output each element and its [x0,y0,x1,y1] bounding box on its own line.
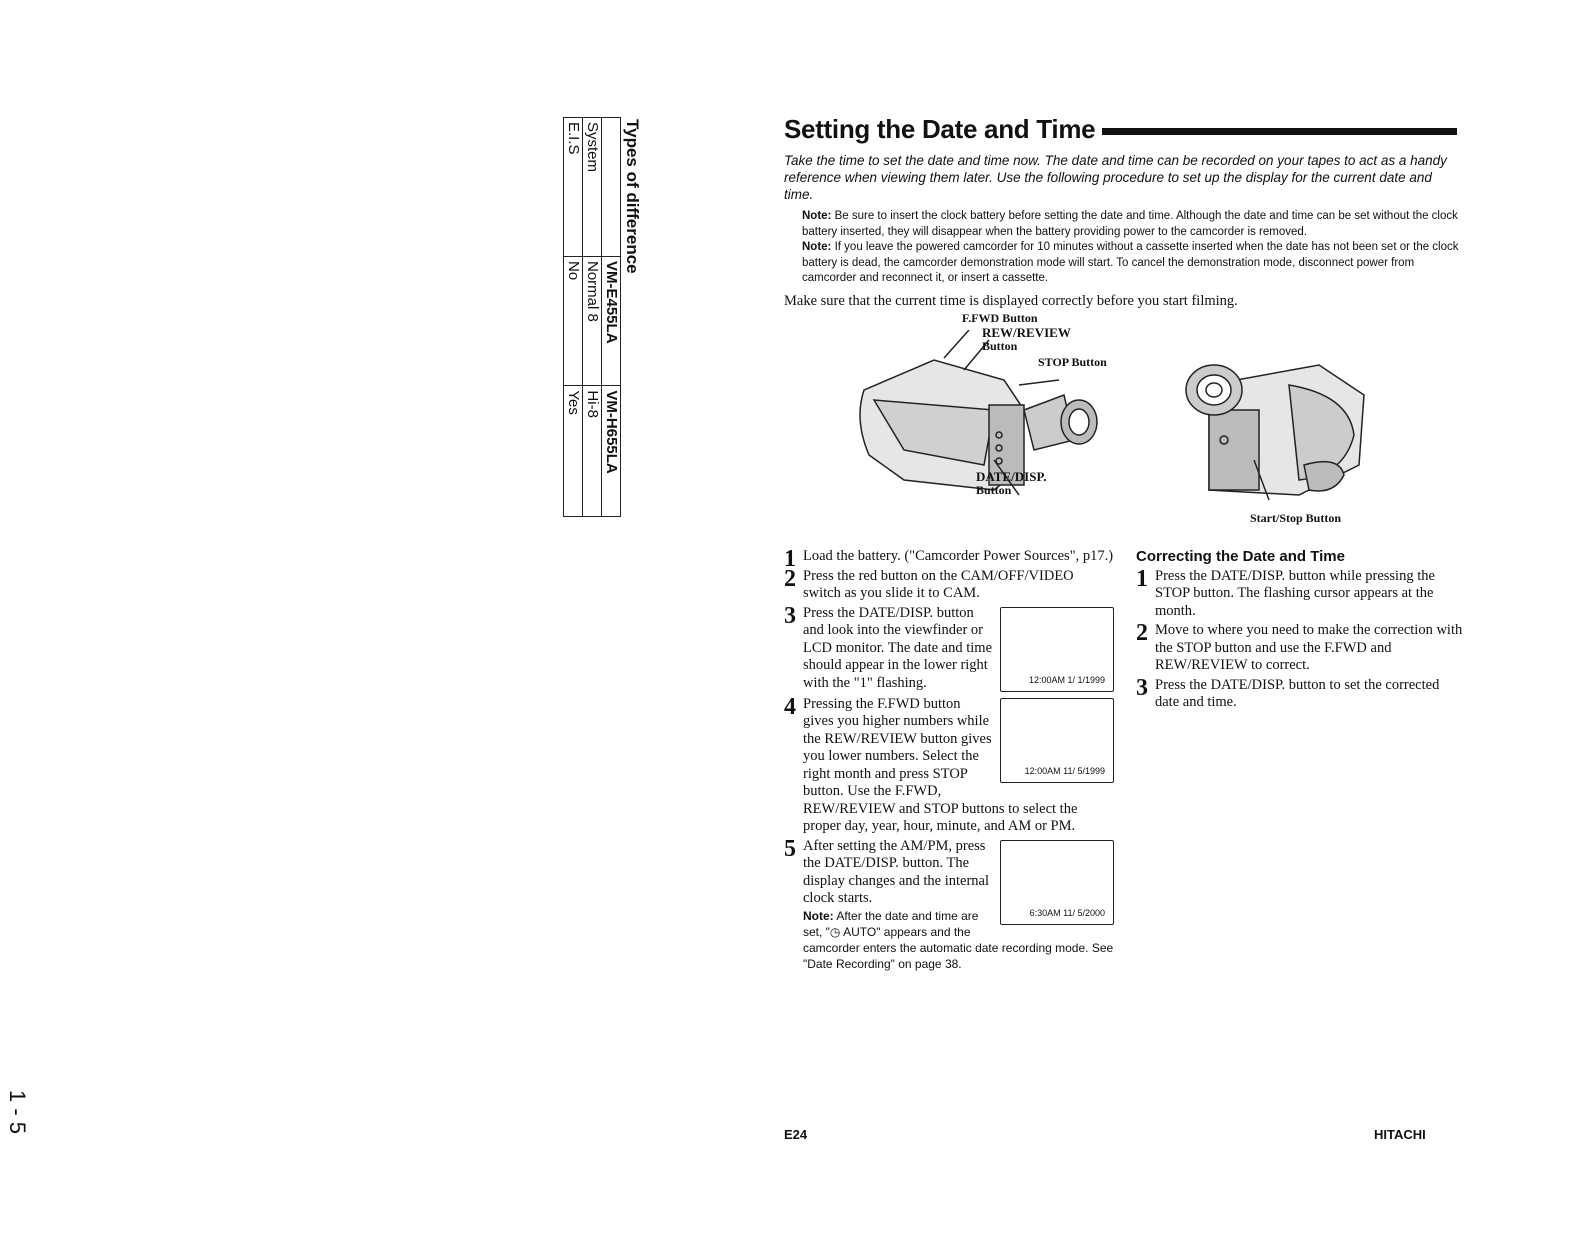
screen-readout: 6:30AM 11/ 5/2000 [1029,907,1105,918]
correct-step-2 [1136,622,1466,675]
note-text: If you leave the powered camcorder for 10 minutes without a cassette inserted when the date has not been set or the clock battery is dead, the camcorder demonstration mode will start. To cancel the demonstration mode, disconnect power from camcorder and reconnect it, or insert a cassette. [802,241,1459,284]
page-title: Setting the Date and Time [784,114,1096,144]
correct-step-1 [1136,565,1466,621]
step-text: After setting the AM/PM, press the DATE/DISP. button. The display changes and the internal clock starts. [803,837,990,906]
step-number: 1 [784,546,796,572]
step-number: 5 [784,835,796,862]
table-cell: Normal 8 [583,257,602,386]
step-text: Press the DATE/DISP. button and look into the viewfinder or LCD monitor. The date and time should appear in the lower right with the "1" flashing. [803,604,993,691]
table-header-cell: VM-E455LA [602,257,621,386]
correcting-heading: Correcting the Date and Time [1136,548,1345,565]
step-text: Press the DATE/DISP. button while pressing the STOP button. The flashing cursor appears at the month. [1155,567,1435,619]
step-text: Press the DATE/DISP. button to set the corrected date and time. [1155,676,1440,710]
step-1 [784,546,1114,572]
step-number: 3 [1136,674,1148,701]
camcorder-figures [784,310,1462,525]
table-cell: E.I.S [564,118,583,257]
rew-review-label-2: Button [982,338,1018,353]
table-cell: Yes [564,386,583,517]
screen-readout: 12:00AM 1/ 1/1999 [1028,674,1105,685]
table-row [564,118,583,517]
page-number: E24 [784,1127,808,1142]
title-row [784,112,1462,148]
types-table [563,117,621,517]
make-sure-text: Make sure that the current time is displayed correctly before you start filming. [784,292,1238,309]
date-disp-label: DATE/DISP. [976,468,1047,484]
note-1 [802,209,1462,240]
note-text: Be sure to insert the clock battery before setting the date and time. Although the date and time can be set without the clock battery inserted, they will disappear when the battery providing power to the camcorder is removed. [802,210,1458,238]
side-page-number-text: 1 - 5 [5,1090,30,1135]
step-text: Press the red button on the CAM/OFF/VIDEO switch as you slide it to CAM. [803,567,1074,601]
step-5 [784,835,1114,972]
steps-column [784,548,1114,974]
table-row [583,118,602,517]
table-cell: No [564,257,583,386]
step-number: 2 [1136,620,1148,646]
intro-text: Take the time to set the date and time now. The date and time can be recorded on your tapes to act as a handy reference when viewing them later. Use the following procedure to set up the display for the current date and time. [784,153,1447,202]
ffwd-button-label: F.FWD Button [962,310,1038,325]
types-table-wrap [563,117,643,527]
start-stop-label: Start/Stop Button [1250,510,1342,525]
note-label: Note: [802,210,832,222]
step-text: Move to where you need to make the correction with the STOP button and use the F.FWD and REW/REVIEW to correct. [1155,622,1463,673]
types-table-title: Types of difference [623,119,642,274]
note-text: After the date and time are set, "◷ AUTO" appears and the camcorder enters the automatic date recording mode. See "Date Recording" on page 38. [803,908,1114,971]
side-page-number [6,1090,36,1150]
rew-review-label: REW/REVIEW [982,324,1071,340]
viewfinder-screen [1000,698,1114,783]
title-rule [1102,128,1457,135]
table-cell: Hi-8 [583,386,602,517]
step-3 [784,602,1114,693]
step-number: 4 [784,693,796,720]
stop-button-label: STOP Button [1038,354,1107,369]
step-text: Pressing the F.FWD button gives you higher numbers while the REW/REVIEW button gives you lower numbers. Select the right month and press STOP button. Use the F.FWD, REW/REVIEW and STOP buttons to select the proper day, year, hour, minute, and AM or PM. [803,695,1078,834]
main-page [784,112,1462,525]
correct-step-3 [1136,674,1466,712]
note-2 [802,240,1462,287]
step-number: 1 [1136,565,1148,592]
note-label: Note: [803,908,834,923]
table-header-cell [602,118,621,257]
table-cell: System [583,118,602,257]
table-header-row [602,118,621,517]
correcting-column [1136,548,1466,714]
types-of-difference-table [563,117,643,527]
table-header-cell: VM-H655LA [602,386,621,517]
camcorder-right-illustration [1169,355,1369,505]
date-disp-label-2: Button [976,482,1012,497]
step-number: 3 [784,602,796,629]
step-4 [784,693,1114,836]
viewfinder-screen [1000,607,1114,692]
step-number: 2 [784,565,796,592]
brand-footer: HITACHI [1374,1127,1426,1142]
screen-readout: 12:00AM 11/ 5/1999 [1024,765,1105,776]
step-text: Load the battery. ("Camcorder Power Sources", p17.) [803,548,1114,564]
viewfinder-screen [1000,840,1114,925]
note-label: Note: [802,241,832,253]
step-2 [784,565,1114,603]
